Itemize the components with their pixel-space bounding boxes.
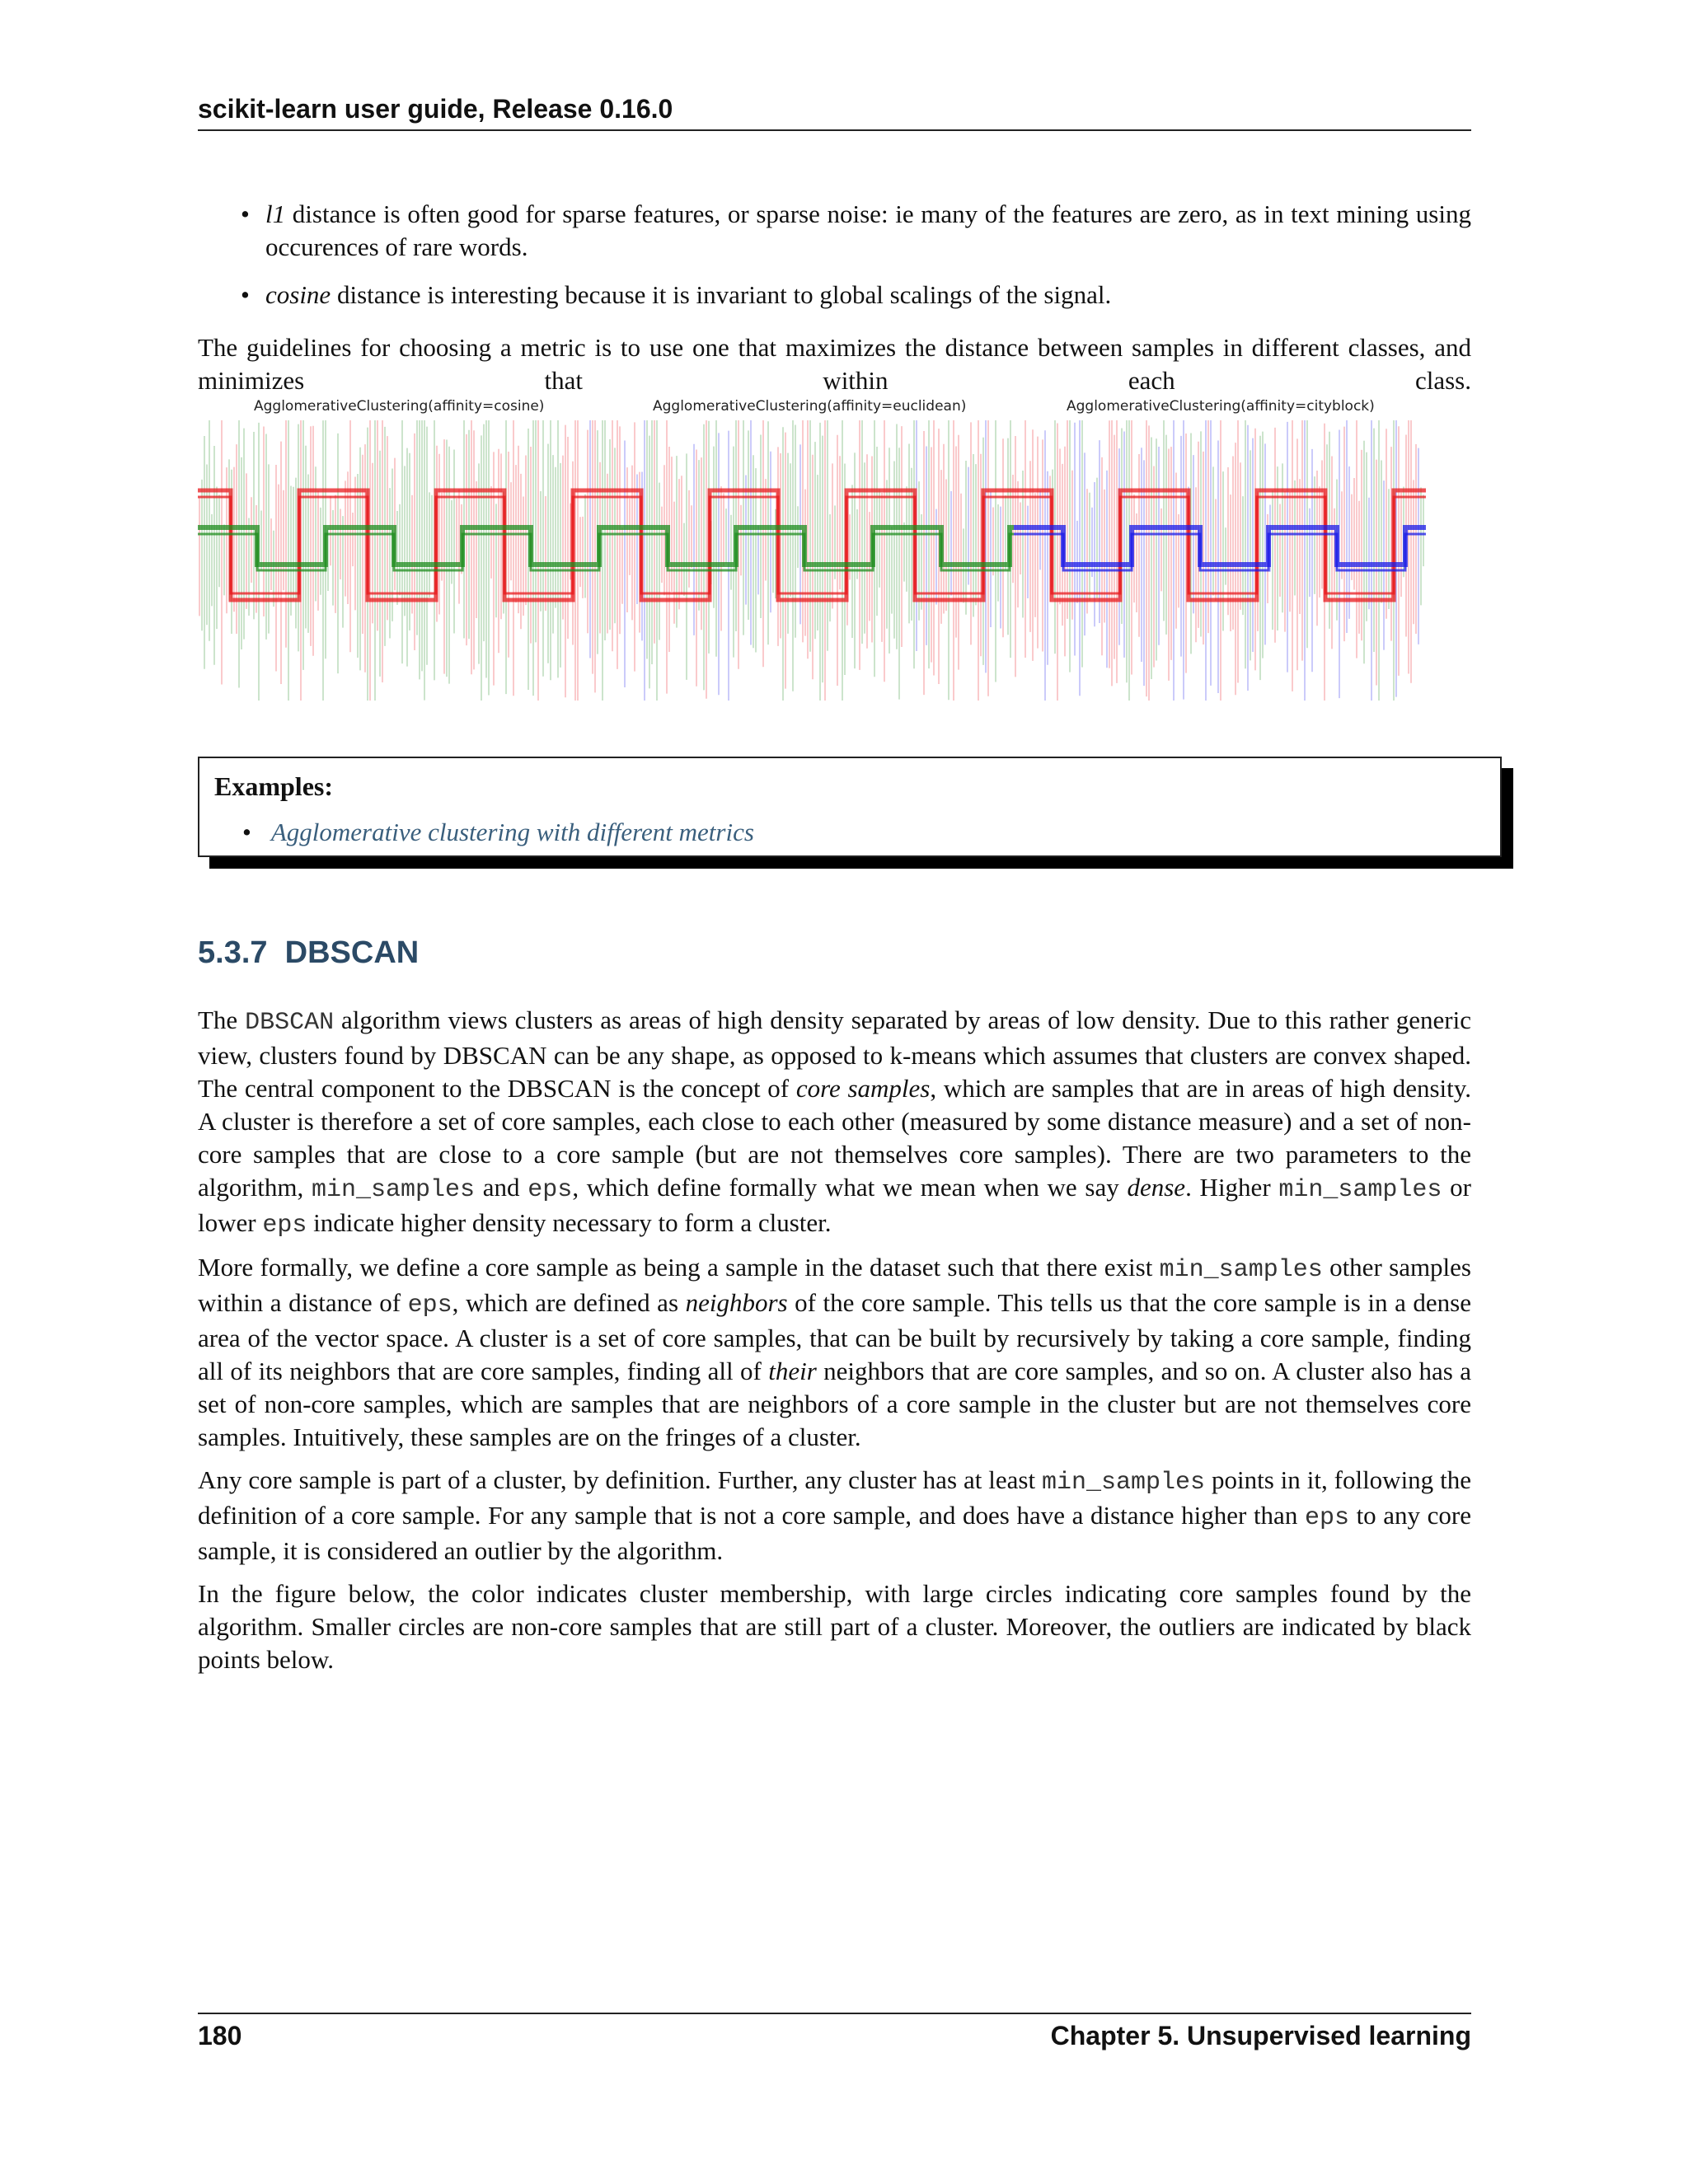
bullet-text: distance is often good for sparse features, or sparse noise: ie many of the features are zero, as in text mining using occurences of rare words. (265, 199, 1471, 261)
bullet-cosine (198, 279, 1471, 312)
inline-code: eps (528, 1176, 573, 1204)
inline-code: eps (407, 1291, 452, 1319)
dbscan-paragraph-1: The DBSCAN algorithm views clusters as areas of high density separated by areas of low density. Due to this rather generic view, clusters found by DBSCAN can be any shape, as opposed to k-means which assumes that clusters are convex shaped. The central component to the DBSCAN is the concept of core samples, which are samples that are in areas of high density. A cluster is therefore a set of core samples, each close to each other (measured by some distance measure) and a set of non-core samples that are close to a core sample (but are not themselves core samples). There are two parameters to the algorithm, min_samples and eps, which define formally what we mean when we say dense. Higher min_samples or lower eps indicate higher density necessary to form a cluster. (198, 1005, 1471, 1240)
emphasis: neighbors (685, 1288, 788, 1317)
chapter-title: Chapter 5. Unsupervised learning (1050, 2021, 1471, 2050)
header-rule (198, 129, 1471, 131)
section-title: DBSCAN (284, 935, 420, 970)
inline-code: min_samples (1278, 1176, 1442, 1204)
bullet-term: l1 (265, 199, 286, 228)
examples-title: Examples: (214, 771, 333, 801)
guidelines-paragraph: The guidelines for choosing a metric is to use one that maximizes the distance between samples in different classes, and minimizes that within each class. (198, 333, 1471, 395)
inline-code: eps (1304, 1504, 1349, 1532)
clustering-figure-svg (198, 396, 1426, 709)
emphasis: dense (1127, 1173, 1186, 1202)
footer-rule (198, 2013, 1471, 2014)
running-header: scikit-learn user guide, Release 0.16.0 (198, 94, 673, 124)
bullet-dot: • (241, 280, 250, 309)
examples-box (198, 757, 1502, 857)
dbscan-paragraph-2: More formally, we define a core sample as being a sample in the dataset such that there exist min_samples other samples within a distance of eps, which are defined as neighbors of the core sample. This tells us that the core sample is in a dense area of the vector space. A cluster is a set of core samples, that can be built by recursively by taking a core sample, finding all of its neighbors that are core samples, finding all of their neighbors that are core samples, and so on. A cluster also has a set of non-core samples, which are samples that are neighbors of a core sample in the cluster but are not themselves core samples. Intuitively, these samples are on the fringes of a cluster. (198, 1253, 1471, 1451)
panel-title-euclidean: AgglomerativeClustering(affinity=euclidean) (653, 398, 967, 415)
bullet-term: cosine (265, 280, 331, 309)
dbscan-paragraph-4: In the figure below, the color indicates cluster membership, with large circles indicating core samples found by the algorithm. Smaller circles are non-core samples that are still part of a cluster. Moreover, the outliers are indicated by black points below. (198, 1579, 1471, 1674)
inline-code: min_samples (312, 1176, 476, 1204)
page-number: 180 (198, 2021, 242, 2050)
emphasis: their (768, 1357, 817, 1385)
metric-bullet-list (198, 198, 1471, 326)
bullet-dot: • (241, 199, 250, 228)
examples-list-item (242, 816, 754, 849)
panel-title-cityblock: AgglomerativeClustering(affinity=cityblock) (1067, 398, 1375, 415)
signal-traces (199, 420, 1423, 701)
panel-title-cosine: AgglomerativeClustering(affinity=cosine) (254, 398, 545, 415)
inline-code: min_samples (1041, 1469, 1206, 1497)
clustering-figure (198, 396, 1426, 709)
inline-code: min_samples (1159, 1256, 1323, 1284)
bullet-text: distance is interesting because it is invariant to global scalings of the signal. (331, 280, 1112, 309)
emphasis: core samples (795, 1074, 931, 1103)
dbscan-paragraph-3: Any core sample is part of a cluster, by definition. Further, any cluster has at least min_samples points in it, following the definition of a core sample. For any sample that is not a core sample, and does have a distance higher than eps to any core sample, it is considered an outlier by the algorithm. (198, 1465, 1472, 1565)
section-heading (198, 933, 419, 972)
bullet-l1 (198, 198, 1471, 264)
inline-code: DBSCAN (245, 1009, 335, 1037)
section-number: 5.3.7 (198, 935, 268, 970)
example-link-agglomerative-metrics[interactable]: Agglomerative clustering with different metrics (270, 818, 754, 846)
inline-code: eps (262, 1212, 307, 1240)
bullet-dot: • (242, 818, 251, 846)
